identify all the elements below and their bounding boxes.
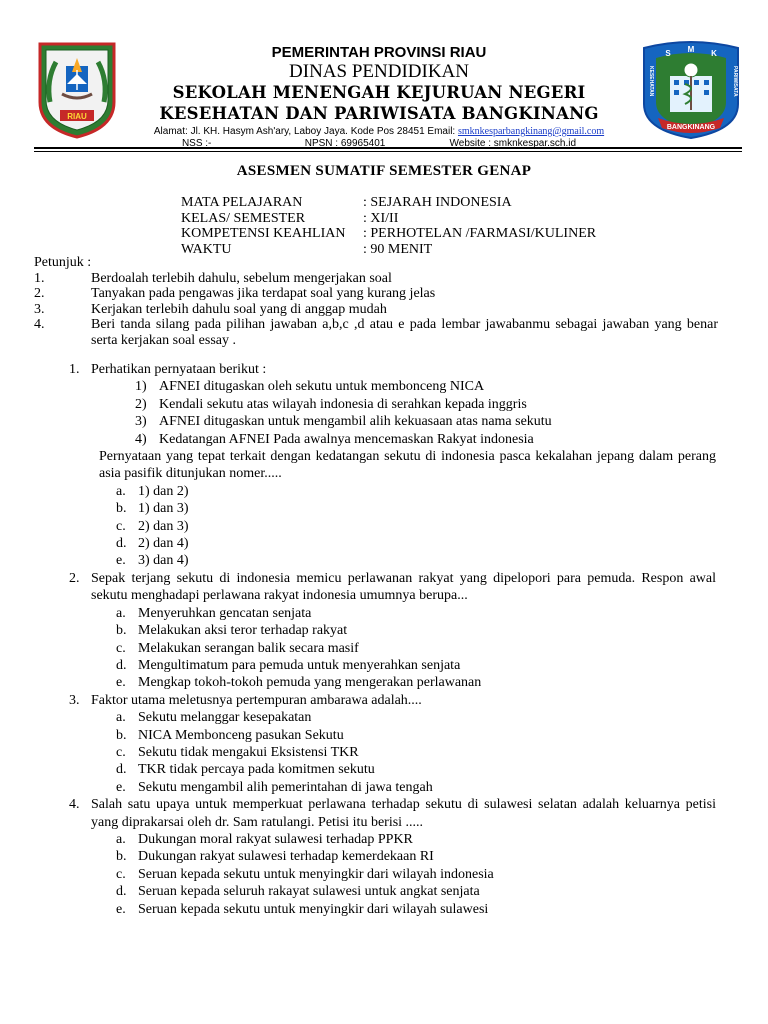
statement-number: 3) [135,414,147,430]
option-text: Sekutu tidak mengakui Eksistensi TKR [138,744,359,760]
answer-option[interactable] [116,552,716,569]
answer-option[interactable] [116,605,716,622]
instruction-number: 1. [34,270,45,286]
option-text: 2) dan 3) [138,518,189,534]
meta-label: WAKTU [181,241,232,257]
question-1 [69,361,716,570]
option-label: e. [116,553,126,569]
option-label: a. [116,831,126,847]
meta-row-subject [181,195,596,211]
option-text: Sekutu melanggar kesepakatan [138,710,312,726]
exam-meta [181,195,596,257]
option-label: a. [116,605,126,621]
answer-option[interactable] [116,779,716,796]
question-body [91,692,716,796]
letterhead-text [118,44,640,150]
school-name-line1: SEKOLAH MENENGAH KEJURUAN NEGERI [172,83,586,102]
instruction-text: Kerjakan terlebih dahulu soal yang di anggap mudah [91,301,387,317]
instruction-item [34,302,718,318]
npsn-number: NPSN : 69965401 [304,138,386,149]
question-text: Perhatikan pernyataan berikut : [91,362,267,377]
option-text: Dukungan rakyat sulawesi terhadap kemerdekaan RI [138,849,434,865]
option-label: b. [116,501,127,517]
statement-item [135,431,716,448]
logo-letter-k: K [711,49,717,58]
option-text: 1) dan 3) [138,501,189,517]
answer-option[interactable] [116,866,716,883]
option-label: e. [116,675,126,691]
option-label: c. [116,640,126,656]
option-text: 1) dan 2) [138,483,189,499]
option-text: Mengultimatum para pemuda untuk menyerahkan senjata [138,657,461,673]
answer-option[interactable] [116,535,716,552]
instruction-item [34,317,718,348]
option-label: c. [116,866,126,882]
meta-label: MATA PELAJARAN [181,195,303,210]
option-label: b. [116,623,127,639]
statement-text: Kendali sekutu atas wilayah indonesia di serahkan kepada inggris [159,396,527,412]
statement-text: Kedatangan AFNEI Pada awalnya mencemaskan Rakyat indonesia [159,431,534,447]
option-text: Sekutu mengambil alih pemerintahan di jawa tengah [138,779,433,795]
meta-row-class [181,211,596,227]
school-name-line2: KESEHATAN DAN PARIWISATA BANGKINANG [159,104,599,123]
instruction-text: Berdoalah terlebih dahulu, sebelum mengerjakan soal [91,270,392,286]
logo-left-arc-text: KESEHATAN [648,66,654,97]
question-number: 4. [69,797,80,813]
answer-option[interactable] [116,744,716,761]
answer-option[interactable] [116,848,716,865]
option-label: c. [116,744,126,760]
option-text: Seruan kepada seluruh rakayat sulawesi untuk angkat senjata [138,884,480,900]
instructions [34,255,718,348]
meta-value: : 90 MENIT [363,241,433,257]
option-text: Menyeruhkan gencatan senjata [138,605,312,621]
questions [69,361,716,918]
question-text: Salah satu upaya untuk memperkuat perlawana terhadap sekutu di sulawesi selatan adalah keluarnya petisi yang diprakarsai oleh dr. Sam ratulangi. Petisi itu berisi ..... [91,797,716,830]
meta-value: : SEJARAH INDONESIA [363,195,512,210]
answer-option[interactable] [116,483,716,500]
answer-option[interactable] [116,518,716,535]
answer-option[interactable] [116,727,716,744]
question-followup: Pernyataan yang tepat terkait dengan kedatangan sekutu di indonesia pasca kekalahan jepang dalam perang asia pasifik ditunjukan nomer..... [99,449,716,482]
option-text: Melakukan serangan balik secara masif [138,640,359,656]
question-body [91,361,716,570]
option-label: d. [116,762,127,778]
letterhead [0,0,768,160]
option-text: NICA Membonceng pasukan Sekutu [138,727,344,743]
instruction-text: Tanyakan pada pengawas jika terdapat soal yang kurang jelas [91,286,436,301]
school-website: Website : smknkespar.sch.id [449,138,577,149]
statement-item [135,413,716,430]
address-text: Alamat: Jl. KH. Hasym Ash'ary, Laboy Jaya. Kode Pos 28451 Email: [153,126,456,137]
statement-item [135,378,716,395]
option-label: d. [116,657,127,673]
answer-option[interactable] [116,622,716,639]
answer-option[interactable] [116,761,716,778]
meta-row-competency [181,226,596,242]
answer-option[interactable] [116,674,716,691]
option-label: b. [116,849,127,865]
nss-number: NSS :- [181,138,212,149]
option-label: a. [116,710,126,726]
question-4 [69,796,716,918]
question-text: Faktor utama meletusnya pertempuran ambarawa adalah.... [91,692,422,708]
option-label: b. [116,727,127,743]
logo-right-arc-text: PARIWISATA [732,66,738,97]
answer-option[interactable] [116,709,716,726]
option-text: 3) dan 4) [138,553,189,569]
email-link[interactable]: smknkesparbangkinang@gmail.com [457,126,605,137]
government-name: PEMERINTAH PROVINSI RIAU [271,44,487,61]
instruction-item [34,271,718,287]
option-label: d. [116,536,127,552]
logo-banner-text: BANGKINANG [666,124,716,131]
exam-title: ASESMEN SUMATIF SEMESTER GENAP [236,163,532,179]
instruction-item [34,286,718,302]
instruction-number: 4. [34,317,45,332]
department-name: DINAS PENDIDIKAN [289,61,469,82]
meta-label: KOMPETENSI KEAHLIAN [181,226,346,241]
option-text: Mengkap tokoh-tokoh pemuda yang mengerakan perlawanan [138,675,482,691]
option-label: d. [116,884,127,900]
option-label: e. [116,779,126,795]
statement-text: AFNEI ditugaskan untuk mengambil alih kekuasaan atas nama sekutu [159,414,552,430]
statement-text: AFNEI ditugaskan oleh sekutu untuk membonceng NICA [159,379,485,395]
school-logo-icon [640,40,742,140]
answer-option[interactable] [116,901,716,918]
statement-number: 1) [135,379,147,395]
question-body [91,796,716,918]
question-body [91,570,716,692]
option-label: e. [116,901,126,917]
school-address [118,126,640,138]
letterhead-divider-thin [34,151,742,152]
question-number: 1. [69,362,80,377]
option-text: Seruan kepada sekutu untuk menyingkir dari wilayah indonesia [138,866,494,882]
question-number: 3. [69,692,80,708]
answer-option[interactable] [116,883,716,900]
question-2 [69,570,716,692]
option-text: 2) dan 4) [138,536,189,552]
instruction-number: 2. [34,286,45,301]
option-label: c. [116,518,126,534]
option-text: TKR tidak percaya pada komitmen sekutu [138,762,375,778]
answer-option[interactable] [116,500,716,517]
option-label: a. [116,483,126,499]
meta-value: : XI/II [363,210,399,226]
logo-letter-m: M [687,45,695,54]
answer-option[interactable] [116,831,716,848]
question-number: 2. [69,570,80,586]
meta-value: : PERHOTELAN /FARMASI/KULINER [363,226,597,241]
instruction-number: 3. [34,301,45,317]
option-text: Dukungan moral rakyat sulawesi terhadap PPKR [138,831,413,847]
statement-number: 4) [135,431,147,447]
instruction-text: Beri tanda silang pada pilihan jawaban a,b,c ,d atau e pada lembar jawabanmu sebagai jawaban yang benar serta kerjakan soal essay . [91,317,718,348]
answer-option[interactable] [116,657,716,674]
answer-option[interactable] [116,640,716,657]
question-3 [69,692,716,796]
letterhead-divider-thick [34,147,742,149]
option-text: Seruan kepada sekutu untuk menyingkir dari wilayah sulawesi [138,901,489,917]
statement-number: 2) [135,396,147,412]
riau-emblem-text: RIAU [67,112,87,121]
riau-emblem-icon [36,40,118,140]
logo-letter-s: S [665,49,671,58]
meta-label: KELAS/ SEMESTER [181,210,306,226]
statement-item [135,396,716,413]
instructions-heading: Petunjuk : [34,255,92,270]
option-text: Melakukan aksi teror terhadap rakyat [138,623,348,639]
question-text: Sepak terjang sekutu di indonesia memicu perlawanan rakyat yang dipelopori para pemuda. Respon awal sekutu menghadapi perlawana rakyat indonesia umumnya berupa... [91,570,716,604]
